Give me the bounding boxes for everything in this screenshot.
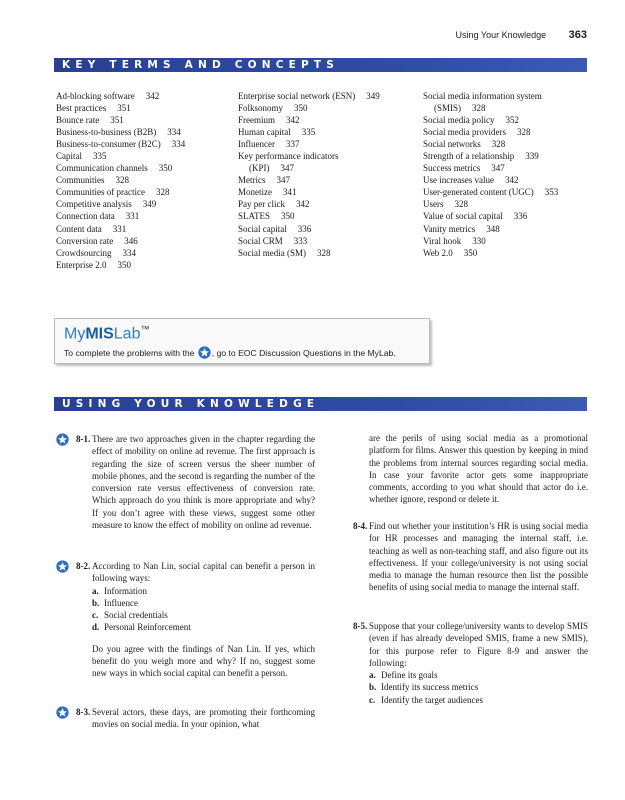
question-8-3-continued: are the perils of using social media as a promotional platform for films. Answer this question by keeping in mind the problems from internal sources regarding social media. In case your favorite actor gets some inappropriate comments, according to you what should that actor do i.e. whether ignore, respond or delete it. [369,433,588,505]
question-8-3: 8-3. Several actors, these days, are promoting their forthcoming movies on social media. In your opinion, what [76,707,315,730]
key-term: Freemium [238,115,275,126]
key-term: Communities of practice [56,187,145,198]
question-text: There are two approaches given in the chapter regarding the effect of mobility on online ad revenue. The first approach is regarding the size of screen versus the sheer number of mobile phones, and the second is regarding the number of the conversion rate versus effectiveness of conversion rate. Which approach do you think is more appropriate and why? If you don’t agree with these views, suggest some other measure to know the effect of mobility on online ad revenue. [92,434,315,531]
question-text: Suppose that your college/university wants to develop SMIS (even if has already developed SMIS, frame a new SMIS), for this purpose refer to Figure 8-9 and answer the following: [369,621,588,668]
question-follow-up: Do you agree with the findings of Nan Lin. If yes, which benefit do you weigh more and why? If no, suggest some new ways in which social capital can benefit a person. [92,643,315,679]
key-term-row [423,198,558,210]
key-term-row [56,150,185,162]
key-term: SLATES [238,211,271,222]
mylab-instruction: To complete the problems with the , go to EOC Discussion Questions in the MyLab. [64,346,396,361]
key-term-row [56,138,185,150]
key-term-page: 342 [295,199,310,210]
list-item: b. Influence [92,597,138,608]
key-term: Viral hook [423,235,462,246]
key-term-row [423,247,558,259]
key-terms-heading: KEY TERMS AND CONCEPTS [54,58,587,72]
key-term-row [238,174,380,186]
sub-items [92,585,315,634]
key-term: Business-to-business (B2B) [56,127,157,138]
key-term-page: 328 [491,139,506,150]
key-term-row [238,102,380,114]
sub-items [369,669,588,706]
key-term-page: 328 [317,247,331,258]
key-term-page: 347 [280,163,294,174]
star-icon [56,560,69,578]
key-term-page: 346 [124,235,138,246]
key-term-page: 336 [513,211,528,222]
key-term-page: 328 [155,187,170,198]
key-term-page: 347 [491,163,505,174]
key-term: Bounce rate [56,115,100,126]
key-term-row [238,210,380,222]
key-term-page: 350 [281,211,295,222]
key-term: Crowdsourcing [56,247,112,258]
question-8-5: 8-5. Suppose that your college/university wants to develop SMIS (even if has already developed SMIS, frame a new SMIS), for this purpose refer to Figure 8-9 and answer the following: a. Define its goals b. Identify its success metrics c. Identify the target audiences [353,621,588,705]
key-term-row [238,235,380,247]
key-term-page: 337 [285,139,300,150]
key-term-row [238,162,380,174]
key-term-page: 333 [293,235,308,246]
key-term-page: 334 [122,247,136,258]
star-icon [198,346,211,361]
key-term-page: 347 [276,175,290,186]
key-term-row [423,150,558,162]
key-term-row [56,174,185,186]
key-term: Social capital [238,223,287,234]
key-term-row [238,186,380,198]
key-term-page: 328 [115,175,130,186]
key-term-row [238,150,380,162]
key-term-row [56,186,185,198]
key-term-page: 335 [301,127,316,138]
key-term-row [423,114,558,126]
key-term-row [423,138,558,150]
question-text: Several actors, these days, are promoting their forthcoming movies on social media. In your opinion, what [92,707,315,730]
key-term-page: 349 [366,91,380,101]
key-term-row [423,174,558,186]
key-term-page: 341 [283,187,297,198]
key-term-page: 331 [125,211,140,222]
key-term-page: 336 [297,223,312,234]
key-term: Social media information system [423,91,542,101]
key-term: Use increases value [423,175,494,186]
key-term-row [238,198,380,210]
question-text: Find out whether your institution’s HR is using social media for HR processes and managing the internal staff, i.e. teaching as well as non-teaching staff, and also figure out its effectiveness. If your college/university is not using social media to manage the human resource then list the possible benefits of using social media to manage the internal staff. [369,521,588,593]
key-term: Competitive analysis [56,199,132,210]
key-term-row [238,247,380,259]
key-term-page: 350 [463,247,478,258]
key-term: Social media providers [423,127,506,138]
running-head [456,29,587,41]
key-term: Ad-blocking software [56,91,135,101]
star-icon [56,706,69,724]
question-text: According to Nan Lin, social capital can benefit a person in following ways: [92,561,315,584]
key-term-row [423,186,558,198]
key-term-row [423,210,558,222]
key-terms-column-1 [56,90,185,271]
list-item: a. Define its goals [369,670,438,681]
key-term: Users [423,199,444,210]
key-term-row [238,126,380,138]
key-term-row [56,126,185,138]
key-term-row [238,138,380,150]
key-term-row [56,223,185,235]
page-number: 363 [568,29,587,41]
list-item: c. Identify the target audiences [369,694,484,705]
key-term-row [423,126,558,138]
key-term: Influencer [238,139,275,150]
running-head-title: Using Your Knowledge [455,30,547,40]
key-term: Strength of a relationship [423,151,515,162]
key-term-row [423,235,558,247]
key-term: (SMIS) [434,103,462,114]
mylab-callout [54,318,430,364]
key-term-page: 328 [516,127,531,138]
key-term-page: 350 [158,163,173,174]
list-item: b. Identify its success metrics [369,682,479,693]
star-icon [56,433,69,451]
key-term-page: 351 [117,103,131,114]
key-term-page: 334 [167,127,181,138]
key-term: Pay per click [238,199,285,210]
key-term-row [56,210,185,222]
key-term-page: 339 [525,151,539,162]
key-term-page: 350 [117,259,131,270]
key-term-row [56,162,185,174]
key-term-page: 331 [112,223,127,234]
key-term: Business-to-consumer (B2C) [56,139,161,150]
key-term: Connection data [56,211,115,222]
key-term: Social CRM [238,235,283,246]
key-term: Folksonomy [238,103,284,114]
list-item: d. Personal Reinforcement [92,622,191,633]
list-item: c. Social credentials [92,610,168,621]
key-term: Enterprise 2.0 [56,259,107,270]
key-term: Human capital [238,127,291,138]
key-term-page: 350 [294,103,308,114]
key-term-page: 353 [544,187,559,198]
key-term-page: 351 [110,115,124,126]
key-term-row [56,102,185,114]
key-term: Social media policy [423,115,495,126]
key-term-page: 342 [286,115,300,126]
key-term-page: 330 [472,235,486,246]
key-term-page: 334 [171,139,186,150]
key-term-row [423,102,558,114]
key-term-page: 342 [504,175,519,186]
key-term: Value of social capital [423,211,503,222]
key-term-row [56,235,185,247]
key-term: Conversion rate [56,235,114,246]
key-term-row [238,223,380,235]
key-term: Web 2.0 [423,247,453,258]
key-term-row [56,247,185,259]
key-term: Key performance indicators [238,151,339,162]
key-term: User-generated content (UGC) [423,187,534,198]
key-term: Capital [56,151,82,162]
list-item: a. Information [92,585,147,596]
key-term-row [56,259,185,271]
key-term: Enterprise social network (ESN) [238,91,356,101]
key-term: Social media (SM) [238,247,306,258]
key-term-page: 352 [505,115,519,126]
key-term-row [56,198,185,210]
question-8-1: 8-1. There are two approaches given in the chapter regarding the effect of mobility on online ad revenue. The first approach is regarding the size of screen versus the sheer number of mobile phones, and the second is regarding the number of the conversion rate versus effectiveness of conversion rate. Which approach do you think is more appropriate and why? If you don’t agree with these views, suggest some other measure to know the effect of mobility on online ad revenue. [76,434,315,531]
key-term-row [423,90,558,102]
key-term-page: 349 [142,199,157,210]
key-term-row [238,114,380,126]
key-term-page: 335 [93,151,107,162]
key-term-row [238,90,380,102]
question-8-2: 8-2. According to Nan Lin, social capital can benefit a person in following ways: a. Information b. Influence c. Social credentials d. Personal Reinforcement Do you agree with the findings of Nan Lin. If yes, which benefit do you weigh more and why? If no, suggest some new ways in which social capital can benefit a person. [76,561,315,679]
key-terms-column-2 [238,90,380,259]
key-term: Success metrics [423,163,481,174]
key-term: Communities [56,175,105,186]
key-term-page: 342 [145,91,160,101]
key-term: (KPI) [249,163,270,174]
key-terms-column-3 [423,90,558,259]
key-term: Metrics [238,175,266,186]
key-term: Best practices [56,103,107,114]
key-term: Communication channels [56,163,148,174]
key-term-page: 328 [472,103,486,114]
key-term-page: 328 [454,199,468,210]
question-8-4: 8-4. Find out whether your institution’s HR is using social media for HR processes and managing the internal staff, i.e. teaching as well as non-teaching staff, and also figure out its effectiveness. If your college/university is not using social media to manage the human resource then list the possible benefits of using social media to manage the internal staff. [353,521,588,593]
key-term-row [423,223,558,235]
key-term-row [56,114,185,126]
key-term: Vanity metrics [423,223,476,234]
key-term: Social networks [423,139,481,150]
key-term: Monetize [238,187,272,198]
mymislab-logo: MyMISLab™ [64,324,150,343]
key-term: Content data [56,223,102,234]
key-term-row [56,90,185,102]
key-term-page: 348 [486,223,500,234]
key-term-row [423,162,558,174]
using-your-knowledge-heading: USING YOUR KNOWLEDGE [54,397,587,411]
